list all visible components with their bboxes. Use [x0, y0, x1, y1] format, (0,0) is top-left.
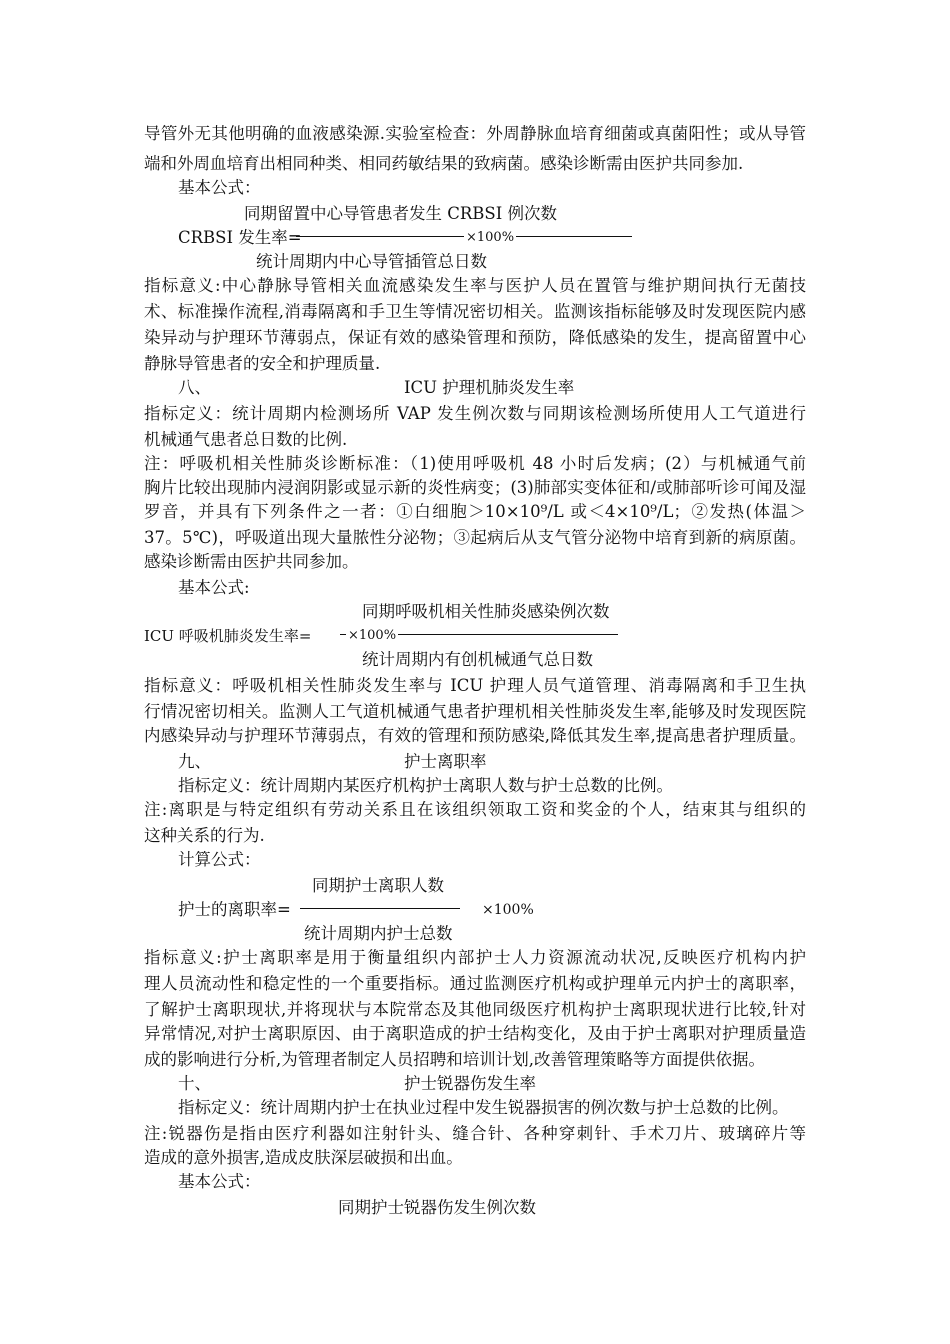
paragraph-line: 指标定义：统计周期内检测场所 VAP 发生例次数与同期该检测场所使用人工气道进行	[144, 404, 806, 423]
turnover-numerator: 同期护士离职人数	[312, 876, 444, 895]
section-number: 九、	[178, 752, 211, 771]
paragraph-line: 导管外无其他明确的血液感染源.实验室检查：外周静脉血培育细菌或真菌阳性；或从导管	[144, 124, 806, 143]
crbsi-denominator: 统计周期内中心导管插管总日数	[256, 252, 487, 271]
paragraph-line: 端和外周血培育出相同种类、相同药敏结果的致病菌。感染诊断需由医护共同参加.	[144, 154, 744, 173]
section-title: 护士锐器伤发生率	[404, 1074, 536, 1093]
paragraph-line: 行情况密切相关。监测人工气道机械通气患者护理机相关性肺炎发生率,能够及时发现医院	[144, 702, 806, 721]
vap-label: ICU 呼吸机肺炎发生率=	[144, 627, 312, 645]
paragraph-line: 静脉导管患者的安全和护理质量.	[144, 354, 381, 373]
formula-heading: 基本公式：	[178, 178, 261, 197]
formula-heading: 基本公式：	[178, 1172, 261, 1191]
paragraph-line: 感染诊断需由医护共同参加。	[144, 552, 359, 571]
paragraph-line: 术、标准操作流程,消毒隔离和手卫生等情况密切相关。监测该指标能够及时发现医院内感	[144, 302, 806, 321]
crbsi-multiplier: ×100%	[464, 228, 516, 248]
paragraph-line: 罗音，并具有下列条件之一者：①白细胞＞10×10⁹/L 或＜4×10⁹/L；②发热(体温＞	[144, 502, 806, 521]
section-title: ICU 护理机肺炎发生率	[404, 378, 575, 397]
paragraph-line: 指标定义：统计周期内护士在执业过程中发生锐器损害的例次数与护士总数的比例。	[178, 1098, 789, 1117]
crbsi-label: CRBSI 发生率=	[178, 228, 302, 247]
paragraph-line: 指标意义:中心静脉导管相关血流感染发生率与医护人员在置管与维护期间执行无菌技	[144, 276, 806, 295]
paragraph-line: 染异动与护理环节薄弱点，保证有效的感染管理和预防，降低感染的发生，提高留置中心	[144, 328, 806, 347]
turnover-multiplier: ×100%	[482, 902, 534, 918]
paragraph-line: 注:离职是与特定组织有劳动关系且在该组织领取工资和奖金的个人，结束其与组织的	[144, 800, 806, 819]
formula-heading: 基本公式:	[178, 578, 250, 597]
paragraph-line: 注：呼吸机相关性肺炎诊断标准：（1)使用呼吸机 48 小时后发病；(2）与机械通气前	[144, 454, 806, 473]
vap-numerator: 同期呼吸机相关性肺炎感染例次数	[362, 602, 610, 621]
paragraph-line: 理人员流动性和稳定性的一个重要指标。通过监测医疗机构或护理单元内护士的离职率，	[144, 974, 806, 993]
section-number: 八、	[178, 378, 211, 397]
paragraph-line: 指标意义：呼吸机相关性肺炎发生率与 ICU 护理人员气道管理、消毒隔离和手卫生执	[144, 676, 806, 695]
section-number: 十、	[178, 1074, 211, 1093]
paragraph-line: 造成的意外损害,造成皮肤深层破损和出血。	[144, 1148, 463, 1167]
paragraph-line: 内感染异动与护理环节薄弱点，有效的管理和预防感染,降低其发生率,提高患者护理质量。	[144, 726, 806, 745]
crbsi-numerator: 同期留置中心导管患者发生 CRBSI 例次数	[244, 204, 557, 223]
turnover-denominator: 统计周期内护士总数	[304, 924, 453, 943]
paragraph-line: 异常情况,对护士离职原因、由于离职造成的护士结构变化，及由于护士离职对护理质量造	[144, 1024, 806, 1043]
sharps-numerator: 同期护士锐器伤发生例次数	[338, 1198, 536, 1217]
paragraph-line: 注:锐器伤是指由医疗利器如注射针头、缝合针、各种穿刺针、手术刀片、玻璃碎片等	[144, 1124, 806, 1143]
turnover-label: 护士的离职率=	[178, 900, 291, 919]
section-title: 护士离职率	[404, 752, 487, 771]
paragraph-line: 成的影响进行分析,为管理者制定人员招聘和培训计划,改善管理策略等方面提供依据。	[144, 1050, 765, 1069]
paragraph-line: 了解护士离职现状,并将现状与本院常态及其他同级医疗机构护士离职现状进行比较,针对	[144, 1000, 806, 1019]
vap-denominator: 统计周期内有创机械通气总日数	[362, 650, 593, 669]
paragraph-line: 胸片比较出现肺内浸润阴影或显示新的炎性病变；(3)肺部实变体征和/或肺部听诊可闻及湿	[144, 478, 806, 497]
paragraph-line: 指标定义：统计周期内某医疗机构护士离职人数与护士总数的比例。	[178, 776, 673, 795]
paragraph-line: 指标意义:护士离职率是用于衡量组织内部护士人力资源流动状况,反映医疗机构内护	[144, 948, 806, 967]
formula-heading: 计算公式：	[178, 850, 261, 869]
turnover-fraction-bar	[300, 908, 460, 909]
vap-multiplier: ×100%	[346, 626, 398, 646]
paragraph-line: 37。5℃)，呼吸道出现大量脓性分泌物；③起病后从支气管分泌物中培育到新的病原菌。	[144, 528, 806, 547]
paragraph-line: 机械通气患者总日数的比例.	[144, 430, 348, 449]
paragraph-line: 这种关系的行为.	[144, 826, 265, 845]
